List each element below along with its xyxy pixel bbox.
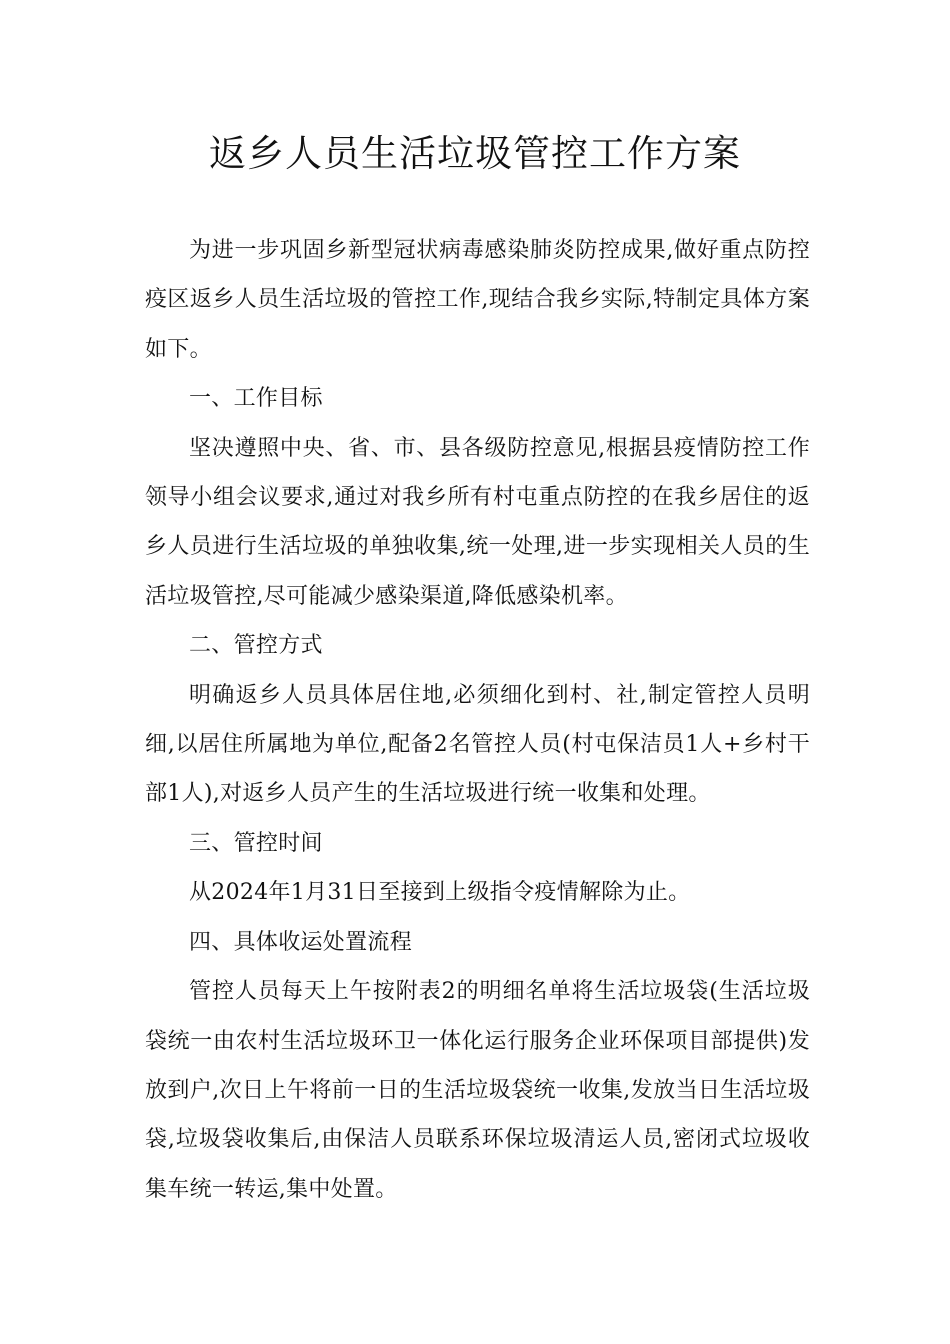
- intro-paragraph: 为进一步巩固乡新型冠状病毒感染肺炎防控成果,做好重点防控疫区返乡人员生活垃圾的管控工作,现结合我乡实际,特制定具体方案如下。: [145, 238, 810, 362]
- document-title: 返乡人员生活垃圾管控工作方案: [209, 132, 741, 175]
- goal-paragraph: 坚决遵照中央、省、市、县各级防控意见,根据县疫情防控工作领导小组会议要求,通过对我乡所有村屯重点防控的在我乡居住的返乡人员进行生活垃圾的单独收集,统一处理,进一步实现相关人员的生活垃圾管控,尽可能减少感染渠道,降低感染机率。: [145, 435, 810, 609]
- time-paragraph: 从2024年1月31日至接到上级指令疫情解除为止。: [189, 880, 691, 906]
- method-paragraph: 明确返乡人员具体居住地,必须细化到村、社,制定管控人员明细,以居住所属地为单位,配备2名管控人员(村屯保洁员1人+乡村干部1人),对返乡人员产生的生活垃圾进行统一收集和处理。: [145, 682, 810, 807]
- section-heading-goal: 一、工作目标: [189, 386, 323, 412]
- process-paragraph: 管控人员每天上午按附表2的明细名单将生活垃圾袋(生活垃圾袋统一由农村生活垃圾环卫一体化运行服务企业环保项目部提供)发放到户,次日上午将前一日的生活垃圾袋统一收集,发放当日生活垃圾袋,垃圾袋收集后,由保洁人员联系环保垃圾清运人员,密闭式垃圾收集车统一转运,集中处置。: [145, 979, 810, 1202]
- section-heading-method: 二、管控方式: [189, 633, 323, 659]
- section-heading-process: 四、具体收运处置流程: [189, 929, 413, 955]
- document-body: [145, 226, 810, 1214]
- section-heading-time: 三、管控时间: [189, 830, 323, 856]
